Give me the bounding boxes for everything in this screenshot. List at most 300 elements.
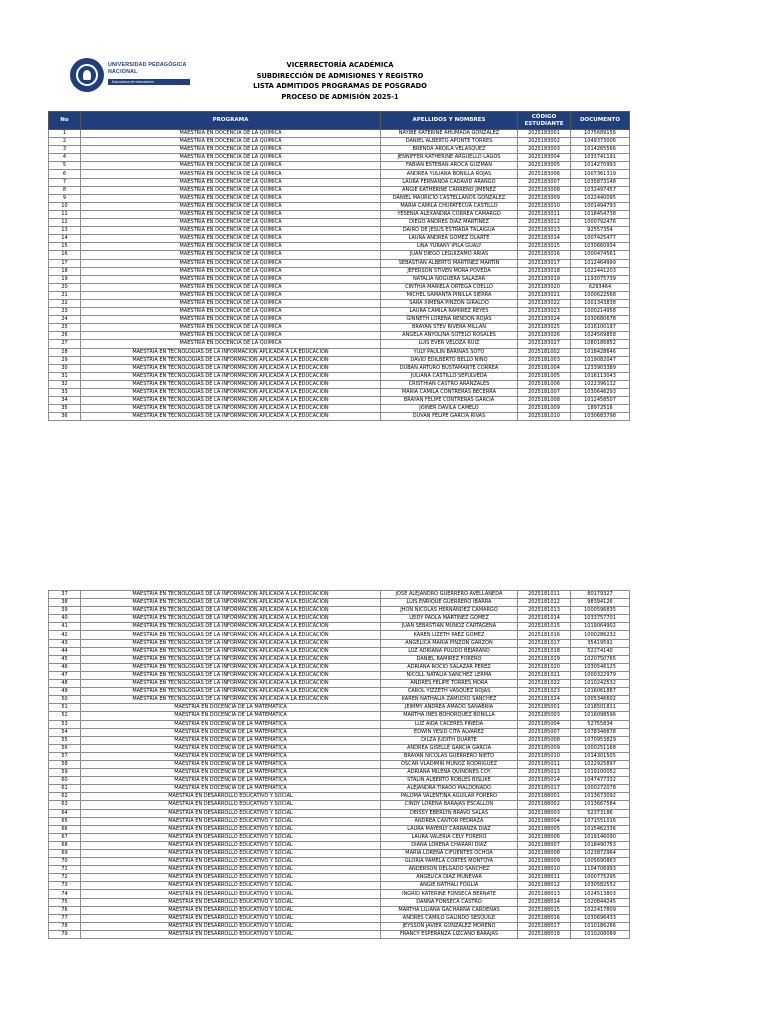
cell-codigo: 2025183025 (518, 324, 571, 332)
cell-documento: 1030646293 (571, 389, 630, 397)
cell-codigo: 2025181003 (518, 356, 571, 364)
cell-no: 76 (49, 906, 81, 914)
cell-codigo: 2025181023 (518, 688, 571, 696)
cell-codigo: 2025185001 (518, 704, 571, 712)
cell-documento: 1020750765 (571, 655, 630, 663)
cell-codigo: 2025185010 (518, 752, 571, 760)
table-row (49, 154, 630, 162)
cell-nombre: JULIANA CASTILLO SEPULVEDA (381, 372, 518, 380)
cell-codigo: 2025181007 (518, 389, 571, 397)
cell-programa: MAESTRÍA EN DOCENCIA DE LA QUÍMICA (81, 202, 381, 210)
cell-nombre: ANGELA ANYOLINA SOTELO ROSALES (381, 332, 518, 340)
cell-no: 44 (49, 647, 81, 655)
cell-no: 40 (49, 615, 81, 623)
cell-codigo: 2025185013 (518, 769, 571, 777)
cell-nombre: DUVAN FELIPE GARCIA RIVAS (381, 413, 518, 421)
cell-documento: 1030696433 (571, 914, 630, 922)
header-documento: DOCUMENTO (571, 112, 630, 130)
cell-programa: MAESTRÍA EN DESARROLLO EDUCATIVO Y SOCIAL (81, 858, 381, 866)
title-vicerrectoria: VICERRECTORÍA ACADÉMICA (286, 61, 394, 69)
cell-nombre: ALEJANDRA TIRADO MALDONADO (381, 785, 518, 793)
cell-nombre: DILZA JUDITH DUARTE (381, 736, 518, 744)
cell-documento: 1030582552 (571, 882, 630, 890)
cell-codigo: 2025183011 (518, 210, 571, 218)
cell-programa: MAESTRIA EN TECNOLOGIAS DE LA INFORMACIÓN APLICADA A LA EDUCACIÓN (81, 356, 381, 364)
cell-nombre: MARIA CAMILA CONTRERAS BECERRA (381, 389, 518, 397)
cell-no: 3 (49, 146, 81, 154)
cell-programa: MAESTRIA EN TECNOLOGIAS DE LA INFORMACIÓN APLICADA A LA EDUCACIÓN (81, 639, 381, 647)
table-row (49, 809, 630, 817)
cell-codigo: 2025188002 (518, 801, 571, 809)
cell-nombre: LUZ AIDA CACERES PINEDA (381, 720, 518, 728)
cell-no: 47 (49, 671, 81, 679)
cell-documento: 1000272078 (571, 785, 630, 793)
cell-codigo: 2025183021 (518, 291, 571, 299)
cell-nombre: LAURA ANDREA GOMEZ OLARTE (381, 235, 518, 243)
cell-nombre: MARTHA INES BOHORQUEZ BONILLA (381, 712, 518, 720)
table-row (49, 696, 630, 704)
cell-programa: MAESTRÍA EN DOCENCIA DE LA QUÍMICA (81, 194, 381, 202)
cell-no: 68 (49, 841, 81, 849)
cell-no: 6 (49, 170, 81, 178)
cell-no: 8 (49, 186, 81, 194)
cell-nombre: ANDERSON DELGADO SANCHEZ (381, 866, 518, 874)
cell-codigo: 2025181015 (518, 623, 571, 631)
cell-codigo: 2025183010 (518, 202, 571, 210)
cell-programa: MAESTRÍA EN DOCENCIA DE LA QUÍMICA (81, 170, 381, 178)
cell-programa: MAESTRÍA EN DOCENCIA DE LA QUÍMICA (81, 219, 381, 227)
cell-no: 58 (49, 760, 81, 768)
cell-codigo: 2025181005 (518, 372, 571, 380)
cell-programa: MAESTRÍA EN DOCENCIA DE LA QUÍMICA (81, 243, 381, 251)
cell-codigo: 2025181011 (518, 591, 571, 599)
cell-nombre: ANGELICA DIAZ MUNEVAR (381, 874, 518, 882)
cell-programa: MAESTRÍA EN DOCENCIA DE LA QUÍMICA (81, 227, 381, 235)
cell-documento: 1022417809 (571, 906, 630, 914)
table-row (49, 178, 630, 186)
cell-documento: 1078348878 (571, 728, 630, 736)
cell-no: 4 (49, 154, 81, 162)
cell-no: 11 (49, 210, 81, 218)
cell-documento: 1012458507 (571, 397, 630, 405)
cell-no: 63 (49, 801, 81, 809)
cell-documento: 1000474561 (571, 251, 630, 259)
cell-documento: 1001343838 (571, 299, 630, 307)
cell-programa: MAESTRIA EN TECNOLOGIAS DE LA INFORMACIÓN APLICADA A LA EDUCACIÓN (81, 655, 381, 663)
table-row (49, 194, 630, 202)
cell-documento: 1030683798 (571, 413, 630, 421)
cell-programa: MAESTRIA EN TECNOLOGIAS DE LA INFORMACIÓN APLICADA A LA EDUCACIÓN (81, 607, 381, 615)
cell-nombre: LAURA CAMILA RAMIREZ REYES (381, 308, 518, 316)
cell-nombre: JEYSSON JAVIER GONZALEZ MORENO (381, 922, 518, 930)
cell-codigo: 2025181009 (518, 405, 571, 413)
cell-documento: 52373186 (571, 809, 630, 817)
table-row (49, 210, 630, 218)
cell-no: 73 (49, 882, 81, 890)
cell-nombre: JEIMMY ANDREA AMADO SANABRIA (381, 704, 518, 712)
document-header (0, 56, 768, 108)
cell-no: 21 (49, 291, 81, 299)
cell-nombre: ADRIANA MILENA QUIÑONES COY (381, 769, 518, 777)
cell-codigo: 2025185003 (518, 712, 571, 720)
cell-programa: MAESTRÍA EN DOCENCIA DE LA QUÍMICA (81, 267, 381, 275)
cell-no: 43 (49, 639, 81, 647)
cell-documento: 80179327 (571, 591, 630, 599)
cell-documento: 1022396112 (571, 380, 630, 388)
table-row (49, 146, 630, 154)
table-row (49, 841, 630, 849)
logo-tagline: Educadora de educadores (108, 79, 190, 85)
cell-documento: 1018490753 (571, 841, 630, 849)
cell-nombre: MARIA CAMILA CHUPATECUA CASTILLO (381, 202, 518, 210)
cell-programa: MAESTRÍA EN DOCENCIA DE LA QUÍMICA (81, 332, 381, 340)
cell-programa: MAESTRIA EN TECNOLOGIAS DE LA INFORMACIÓN APLICADA A LA EDUCACIÓN (81, 663, 381, 671)
cell-documento: 1018428646 (571, 348, 630, 356)
table-row (49, 380, 630, 388)
cell-documento: 1019064902 (571, 623, 630, 631)
cell-codigo: 2025188014 (518, 898, 571, 906)
cell-codigo: 2025181019 (518, 655, 571, 663)
cell-programa: MAESTRÍA EN DESARROLLO EDUCATIVO Y SOCIAL (81, 914, 381, 922)
cell-codigo: 2025183019 (518, 275, 571, 283)
cell-documento: 1014301505 (571, 752, 630, 760)
cell-documento: 1035873148 (571, 178, 630, 186)
cell-documento: 1001494793 (571, 202, 630, 210)
cell-nombre: JENNIFFER KATHERINE ARGUELLO LAGOS (381, 154, 518, 162)
cell-nombre: MARIA LORENA CIFUENTES OCHOA (381, 850, 518, 858)
table-row (49, 283, 630, 291)
table-row (49, 267, 630, 275)
cell-no: 77 (49, 914, 81, 922)
cell-nombre: JOSE ALEJANDRO GUERRERO AVELLANEDA (381, 591, 518, 599)
cell-documento: 1007425477 (571, 235, 630, 243)
cell-no: 30 (49, 364, 81, 372)
cell-programa: MAESTRÍA EN DOCENCIA DE LA MATEMÁTICA (81, 720, 381, 728)
table-row (49, 647, 630, 655)
cell-no: 34 (49, 397, 81, 405)
table-row (49, 712, 630, 720)
cell-no: 10 (49, 202, 81, 210)
cell-codigo: 2025188012 (518, 882, 571, 890)
cell-nombre: JHON NICOLAS HERNANDEZ CAMARGO (381, 607, 518, 615)
table-row (49, 631, 630, 639)
cell-nombre: DANIEL RAMIREZ FORERO (381, 655, 518, 663)
cell-programa: MAESTRÍA EN DOCENCIA DE LA MATEMÁTICA (81, 728, 381, 736)
cell-programa: MAESTRIA EN TECNOLOGIAS DE LA INFORMACIÓN APLICADA A LA EDUCACIÓN (81, 696, 381, 704)
cell-no: 78 (49, 922, 81, 930)
cell-codigo: 2025188016 (518, 914, 571, 922)
cell-documento: 1233903389 (571, 364, 630, 372)
cell-documento: 1016100197 (571, 324, 630, 332)
cell-documento: 52755834 (571, 720, 630, 728)
cell-codigo: 2025188004 (518, 817, 571, 825)
cell-documento: 1005690863 (571, 858, 630, 866)
cell-no: 31 (49, 372, 81, 380)
cell-documento: 1010208089 (571, 930, 630, 938)
cell-documento: 1018454738 (571, 210, 630, 218)
cell-documento: 1000775295 (571, 874, 630, 882)
cell-nombre: DANNA FONSECA CASTRO (381, 898, 518, 906)
cell-codigo: 2025183002 (518, 138, 571, 146)
cell-programa: MAESTRÍA EN DESARROLLO EDUCATIVO Y SOCIAL (81, 874, 381, 882)
cell-programa: MAESTRIA EN TECNOLOGIAS DE LA INFORMACIÓN APLICADA A LA EDUCACIÓN (81, 647, 381, 655)
cell-documento: 1022441203 (571, 267, 630, 275)
cell-codigo: 2025181018 (518, 647, 571, 655)
cell-nombre: YULY PAULIN BARINAS SOTO (381, 348, 518, 356)
cell-codigo: 2025181014 (518, 615, 571, 623)
cell-codigo: 2025185014 (518, 777, 571, 785)
cell-codigo: 2025183008 (518, 186, 571, 194)
table-row (49, 882, 630, 890)
cell-documento: 1000214958 (571, 308, 630, 316)
cell-codigo: 2025181021 (518, 671, 571, 679)
cell-codigo: 2025181024 (518, 696, 571, 704)
cell-programa: MAESTRÍA EN DOCENCIA DE LA QUÍMICA (81, 146, 381, 154)
cell-nombre: SARA XIMENA PINZON GIRALDO (381, 299, 518, 307)
cell-documento: 1033757701 (571, 615, 630, 623)
cell-no: 42 (49, 631, 81, 639)
table-row (49, 680, 630, 688)
cell-no: 14 (49, 235, 81, 243)
cell-documento: 1000792476 (571, 219, 630, 227)
table-row (49, 922, 630, 930)
cell-codigo: 2025183012 (518, 219, 571, 227)
cell-codigo: 2025181002 (518, 348, 571, 356)
cell-nombre: LUIS EVER VELOZA RUIZ (381, 340, 518, 348)
table-row (49, 898, 630, 906)
cell-programa: MAESTRÍA EN DOCENCIA DE LA QUÍMICA (81, 178, 381, 186)
table-row (49, 801, 630, 809)
logo-emblem-icon (70, 58, 104, 92)
table-row (49, 299, 630, 307)
cell-programa: MAESTRIA EN TECNOLOGIAS DE LA INFORMACIÓN APLICADA A LA EDUCACIÓN (81, 591, 381, 599)
cell-programa: MAESTRÍA EN DOCENCIA DE LA QUÍMICA (81, 316, 381, 324)
cell-nombre: PALOMA VALENTINA AGUILAR FORERO (381, 793, 518, 801)
cell-codigo: 2025188008 (518, 850, 571, 858)
cell-no: 75 (49, 898, 81, 906)
cell-programa: MAESTRÍA EN DESARROLLO EDUCATIVO Y SOCIAL (81, 833, 381, 841)
cell-nombre: ANDREA GISELLE GARCIA GARCIA (381, 744, 518, 752)
cell-nombre: DAIRO DE JESUS ESTRADA TALAIGUA (381, 227, 518, 235)
cell-documento: 1018501811 (571, 704, 630, 712)
cell-codigo: 2025188010 (518, 866, 571, 874)
cell-codigo: 2025188006 (518, 833, 571, 841)
table-row (49, 655, 630, 663)
cell-no: 55 (49, 736, 81, 744)
cell-no: 9 (49, 194, 81, 202)
table-row (49, 833, 630, 841)
cell-codigo: 2025181016 (518, 631, 571, 639)
cell-nombre: NICOLL NATALIA SANCHEZ LERMA (381, 671, 518, 679)
table-row (49, 760, 630, 768)
cell-documento: 1019082047 (571, 356, 630, 364)
cell-programa: MAESTRÍA EN DESARROLLO EDUCATIVO Y SOCIAL (81, 809, 381, 817)
cell-programa: MAESTRÍA EN DOCENCIA DE LA QUÍMICA (81, 154, 381, 162)
cell-nombre: KAREN NATHALIA ZAMUDIO SANCHEZ (381, 696, 518, 704)
university-logo (70, 58, 200, 102)
cell-programa: MAESTRÍA EN DESARROLLO EDUCATIVO Y SOCIAL (81, 906, 381, 914)
cell-nombre: JEFERSON STIVEN MORA POVEDA (381, 267, 518, 275)
cell-nombre: OSCAR VLADIMIR MUÑOZ RODRIGUEZ (381, 760, 518, 768)
cell-documento: 1032497457 (571, 186, 630, 194)
cell-codigo: 2025181006 (518, 380, 571, 388)
table-row (49, 752, 630, 760)
cell-nombre: LINA YURANY IPILA GUALY (381, 243, 518, 251)
cell-programa: MAESTRIA EN TECNOLOGIAS DE LA INFORMACIÓN APLICADA A LA EDUCACIÓN (81, 680, 381, 688)
cell-documento: 1033741191 (571, 154, 630, 162)
table-row (49, 324, 630, 332)
table-row (49, 332, 630, 340)
header-programa: PROGRAMA (81, 112, 381, 130)
cell-documento: 1014270993 (571, 162, 630, 170)
cell-programa: MAESTRIA EN TECNOLOGIAS DE LA INFORMACIÓN APLICADA A LA EDUCACIÓN (81, 631, 381, 639)
cell-programa: MAESTRIA EN TECNOLOGIAS DE LA INFORMACIÓN APLICADA A LA EDUCACIÓN (81, 413, 381, 421)
table-row (49, 850, 630, 858)
cell-nombre: DIEGO ANDRES DIAZ MARTINEZ (381, 219, 518, 227)
cell-nombre: INGRID KATERINE FONSECA BERNATE (381, 890, 518, 898)
cell-documento: 98394126 (571, 599, 630, 607)
table-row (49, 599, 630, 607)
cell-no: 38 (49, 599, 81, 607)
cell-programa: MAESTRÍA EN DOCENCIA DE LA QUÍMICA (81, 283, 381, 291)
cell-documento: 1019100052 (571, 769, 630, 777)
table-row (49, 866, 630, 874)
cell-nombre: JUAN DIEGO LEGUIZAMO ARIAS (381, 251, 518, 259)
cell-codigo: 2025183017 (518, 259, 571, 267)
cell-no: 19 (49, 275, 81, 283)
cell-codigo: 2025185017 (518, 785, 571, 793)
header-no: No (49, 112, 81, 130)
cell-documento: 1030680678 (571, 316, 630, 324)
cell-programa: MAESTRÍA EN DESARROLLO EDUCATIVO Y SOCIAL (81, 890, 381, 898)
cell-no: 26 (49, 332, 81, 340)
cell-codigo: 2025183014 (518, 235, 571, 243)
cell-programa: MAESTRIA EN TECNOLOGIAS DE LA INFORMACIÓN APLICADA A LA EDUCACIÓN (81, 688, 381, 696)
cell-documento: 1013667584 (571, 801, 630, 809)
cell-programa: MAESTRÍA EN DESARROLLO EDUCATIVO Y SOCIAL (81, 850, 381, 858)
cell-documento: 1049373006 (571, 138, 630, 146)
cell-nombre: ANDRES CAMILO GALINDO SESQUILE (381, 914, 518, 922)
cell-programa: MAESTRÍA EN DOCENCIA DE LA MATEMÁTICA (81, 704, 381, 712)
cell-documento: 18972516 (571, 405, 630, 413)
cell-codigo: 2025183024 (518, 316, 571, 324)
cell-documento: 1014265566 (571, 146, 630, 154)
cell-codigo: 2025188003 (518, 809, 571, 817)
header-apellidos-nombres: APELLIDOS Y NOMBRES (381, 112, 518, 130)
table-row (49, 825, 630, 833)
cell-codigo: 2025181004 (518, 364, 571, 372)
cell-nombre: EDWIN YESID CITA ALVAREZ (381, 728, 518, 736)
cell-no: 54 (49, 728, 81, 736)
cell-no: 16 (49, 251, 81, 259)
cell-nombre: ANDREA YULIANA BONILLA ROJAS (381, 170, 518, 178)
cell-no: 13 (49, 227, 81, 235)
table-row (49, 744, 630, 752)
table-row (49, 316, 630, 324)
cell-codigo: 2025181012 (518, 599, 571, 607)
cell-programa: MAESTRÍA EN DESARROLLO EDUCATIVO Y SOCIAL (81, 922, 381, 930)
table-row (49, 130, 630, 138)
cell-nombre: DAVID EDILBERTO BELLO NIÑO (381, 356, 518, 364)
cell-codigo: 2025188009 (518, 858, 571, 866)
cell-documento: 6293464 (571, 283, 630, 291)
table-row (49, 639, 630, 647)
cell-documento: 1030546125 (571, 663, 630, 671)
table-row (49, 671, 630, 679)
table-row (49, 413, 630, 421)
cell-programa: MAESTRÍA EN DOCENCIA DE LA MATEMÁTICA (81, 760, 381, 768)
cell-programa: MAESTRÍA EN DOCENCIA DE LA MATEMÁTICA (81, 777, 381, 785)
cell-codigo: 2025183020 (518, 283, 571, 291)
admitted-table-page-2 (48, 590, 630, 939)
cell-nombre: LAURA FERNANDA CADAVID ARANGO (381, 178, 518, 186)
cell-programa: MAESTRÍA EN DOCENCIA DE LA QUÍMICA (81, 275, 381, 283)
cell-no: 52 (49, 712, 81, 720)
cell-nombre: DANIEL MAURICIO CASTELLANOS GONZALEZ (381, 194, 518, 202)
cell-no: 2 (49, 138, 81, 146)
cell-codigo: 2025185007 (518, 728, 571, 736)
cell-codigo: 2025188007 (518, 841, 571, 849)
cell-codigo: 2025183015 (518, 243, 571, 251)
cell-no: 50 (49, 696, 81, 704)
cell-nombre: DEISSY EBERLYN BRAVO SALAS (381, 809, 518, 817)
cell-documento: 1023872964 (571, 850, 630, 858)
cell-nombre: BRAYAN STEV RIVERA MILLAN (381, 324, 518, 332)
cell-documento: 1000322979 (571, 671, 630, 679)
cell-codigo: 2025188001 (518, 793, 571, 801)
cell-codigo: 2025188013 (518, 890, 571, 898)
cell-no: 12 (49, 219, 81, 227)
cell-documento: 1000596835 (571, 607, 630, 615)
cell-programa: MAESTRÍA EN DOCENCIA DE LA QUÍMICA (81, 291, 381, 299)
cell-codigo: 2025188015 (518, 906, 571, 914)
cell-no: 60 (49, 777, 81, 785)
table-row (49, 235, 630, 243)
cell-no: 53 (49, 720, 81, 728)
cell-documento: 1005346602 (571, 696, 630, 704)
cell-programa: MAESTRÍA EN DESARROLLO EDUCATIVO Y SOCIAL (81, 898, 381, 906)
cell-codigo: 2025185009 (518, 744, 571, 752)
cell-no: 32 (49, 380, 81, 388)
cell-no: 5 (49, 162, 81, 170)
table-row (49, 405, 630, 413)
table-row (49, 397, 630, 405)
cell-no: 64 (49, 809, 81, 817)
cell-nombre: CINTHIA MARIELA ORTEGA COELLO (381, 283, 518, 291)
cell-nombre: STALIN ALBERTO ROBLES BISLIKE (381, 777, 518, 785)
cell-nombre: BRAYAN FELIPE CONTRERAS GARCIA (381, 397, 518, 405)
cell-documento: 1193075739 (571, 275, 630, 283)
cell-no: 59 (49, 769, 81, 777)
cell-documento: 1075689156 (571, 130, 630, 138)
cell-nombre: FRANCY ESPERANZA LIZCANO BARAJAS (381, 930, 518, 938)
cell-programa: MAESTRIA EN TECNOLOGIAS DE LA INFORMACIÓN APLICADA A LA EDUCACIÓN (81, 671, 381, 679)
cell-programa: MAESTRÍA EN DESARROLLO EDUCATIVO Y SOCIAL (81, 866, 381, 874)
cell-documento: 1020844245 (571, 898, 630, 906)
admitted-table-page-1 (48, 111, 630, 421)
cell-codigo: 2025185011 (518, 760, 571, 768)
cell-no: 28 (49, 348, 81, 356)
table-row (49, 817, 630, 825)
cell-programa: MAESTRIA EN TECNOLOGIAS DE LA INFORMACIÓN APLICADA A LA EDUCACIÓN (81, 623, 381, 631)
cell-programa: MAESTRÍA EN DOCENCIA DE LA QUÍMICA (81, 308, 381, 316)
cell-programa: MAESTRÍA EN DOCENCIA DE LA MATEMÁTICA (81, 736, 381, 744)
cell-no: 66 (49, 825, 81, 833)
cell-programa: MAESTRÍA EN DESARROLLO EDUCATIVO Y SOCIAL (81, 841, 381, 849)
table-row (49, 906, 630, 914)
table-row (49, 607, 630, 615)
cell-codigo: 2025185008 (518, 736, 571, 744)
